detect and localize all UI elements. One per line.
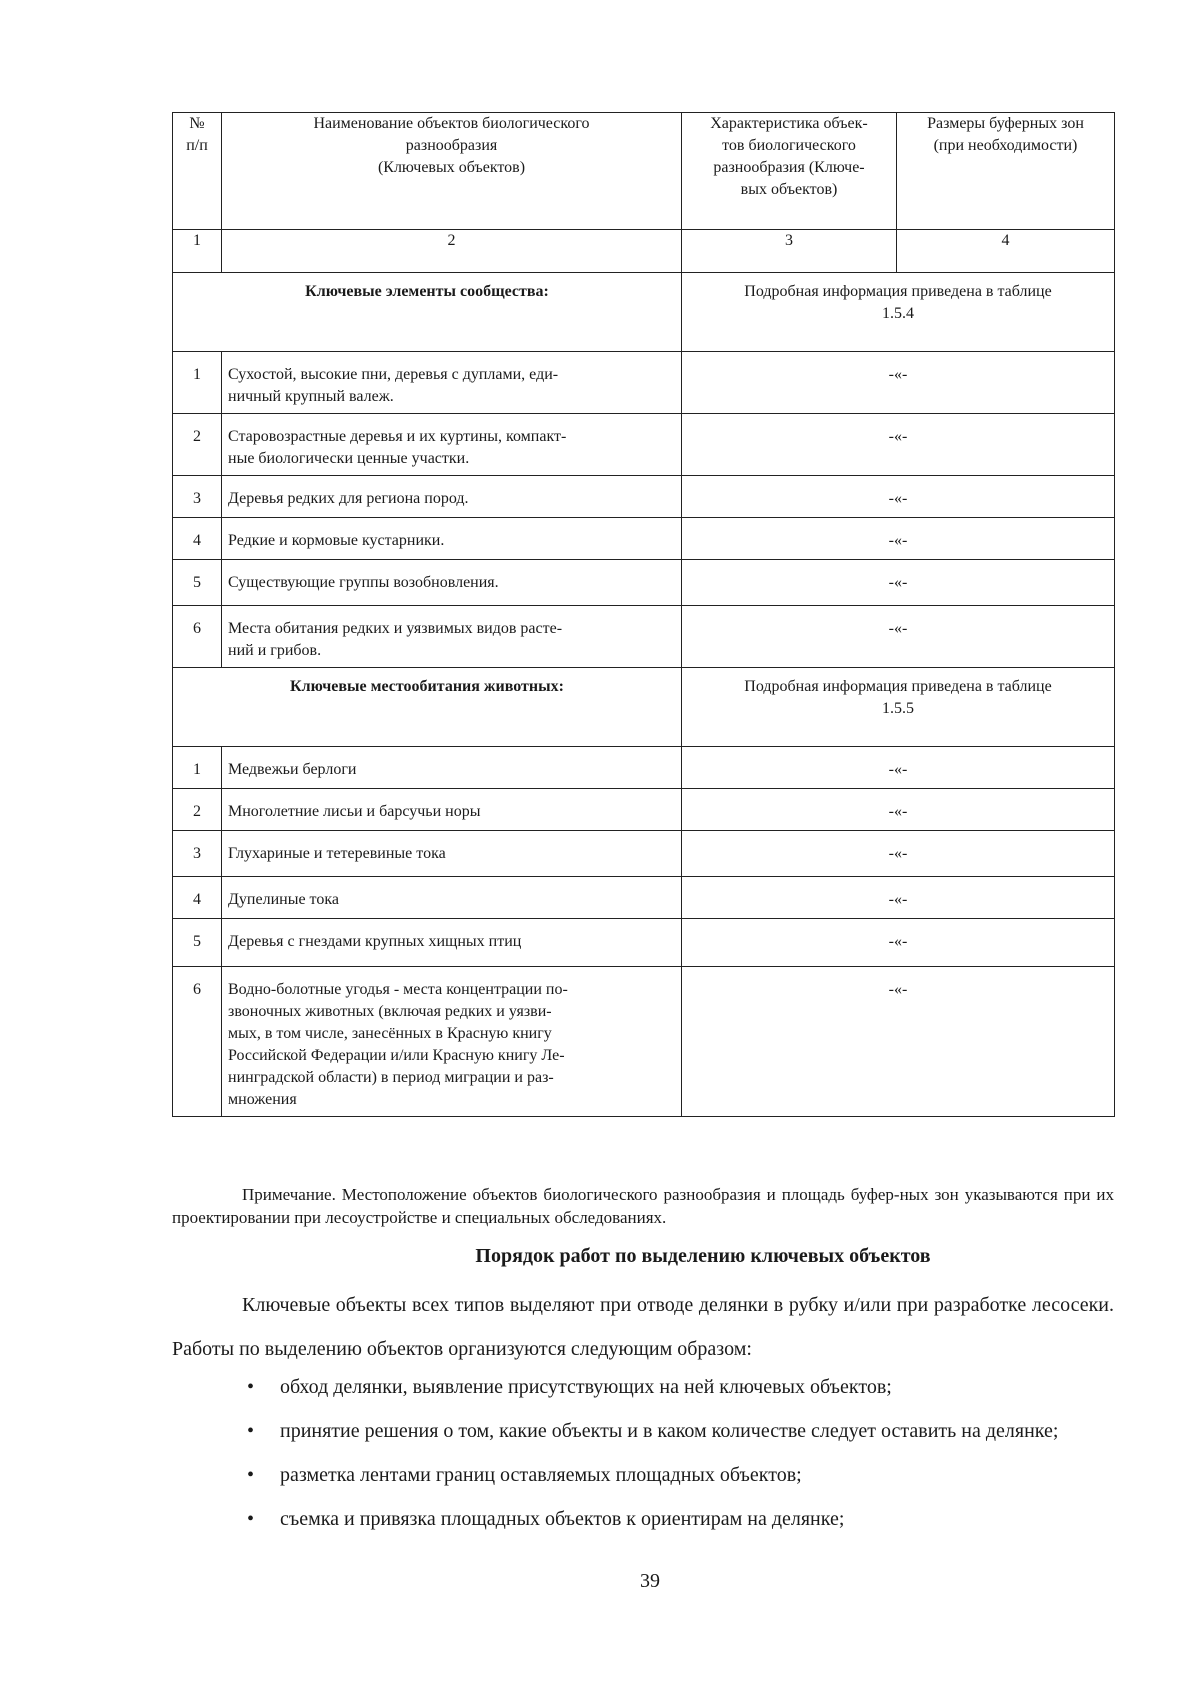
table-row [173, 919, 1115, 967]
header-number [173, 113, 222, 230]
object-name: Сухостой, высокие пни, деревья с дуплами, еди- ничный крупный валеж. [222, 352, 682, 414]
list-item [172, 1453, 1114, 1497]
object-reference: -«- [682, 352, 1115, 414]
section-info: Подробная информация приведена в таблице 1.5.4 [682, 273, 1115, 352]
object-name: Водно-болотные угодья - места концентрации по- звоночных животных (включая редких и уязви- мых, в том числе, занесённых в Красную книгу Российской Федерации и/или Красную книгу Ле- нинградской области) в период миграции и раз- множения [222, 967, 682, 1117]
table-row [173, 877, 1115, 919]
row-number: 6 [173, 967, 222, 1117]
object-reference: -«- [682, 606, 1115, 668]
object-reference: -«- [682, 747, 1115, 789]
table-row [173, 747, 1115, 789]
column-number: 1 [173, 230, 222, 273]
section-heading: Порядок работ по выделению ключевых объектов [475, 1245, 931, 1267]
object-reference: -«- [682, 414, 1115, 476]
table-row [173, 414, 1115, 476]
bullet-icon: • [247, 1376, 255, 1398]
table-row [173, 476, 1115, 518]
header-text: Размеры буферных зон (при необходимости) [927, 115, 1084, 154]
object-reference: -«- [682, 831, 1115, 877]
table-body [173, 273, 1115, 1117]
table-row [173, 789, 1115, 831]
row-number: 2 [173, 789, 222, 831]
row-number: 5 [173, 560, 222, 606]
row-number: 4 [173, 877, 222, 919]
object-name: Старовозрастные деревья и их куртины, компакт- ные биологически ценные участки. [222, 414, 682, 476]
object-reference: -«- [682, 789, 1115, 831]
object-name: Медвежьи берлоги [222, 747, 682, 789]
object-name: Редкие и кормовые кустарники. [222, 518, 682, 560]
row-number: 6 [173, 606, 222, 668]
section-info: Подробная информация приведена в таблице 1.5.5 [682, 668, 1115, 747]
table-row [173, 352, 1115, 414]
column-number: 3 [682, 230, 897, 273]
list-item [172, 1409, 1114, 1453]
column-number: 4 [897, 230, 1115, 273]
biodiversity-objects-table [172, 112, 1115, 1117]
object-name: Глухариные и тетеревиные тока [222, 831, 682, 877]
table-row [173, 831, 1115, 877]
table-note: Примечание. Местоположение объектов биологического разнообразия и площадь буфер-ных зон указываются при их проектировании при лесоустройстве и специальных обследованиях. [172, 1185, 1114, 1227]
object-reference: -«- [682, 967, 1115, 1117]
section-title: Ключевые местообитания животных: [173, 668, 682, 747]
header-text: № п/п [186, 115, 208, 154]
list-item-text: обход делянки, выявление присутствующих на ней ключевых объектов; [280, 1376, 892, 1398]
section-title: Ключевые элементы сообщества: [173, 273, 682, 352]
bullet-icon: • [247, 1464, 255, 1486]
object-reference: -«- [682, 476, 1115, 518]
column-number: 2 [222, 230, 682, 273]
header-characteristics [682, 113, 897, 230]
list-item-text: принятие решения о том, какие объекты и в каком количестве следует оставить на делянке; [280, 1420, 1059, 1442]
bullet-icon: • [247, 1508, 255, 1530]
header-text: Наименование объектов биологического разнообразия (Ключевых объектов) [313, 115, 590, 176]
intro-paragraph [172, 1283, 1114, 1371]
row-number: 3 [173, 831, 222, 877]
object-reference: -«- [682, 518, 1115, 560]
paragraph-text: Ключевые объекты всех типов выделяют при отводе делянки в рубку и/или при разработке лесосеки. Работы по выделению объектов организуются следующим образом: [172, 1294, 1114, 1360]
row-number: 1 [173, 352, 222, 414]
object-name: Многолетние лисьи и барсучьи норы [222, 789, 682, 831]
list-item [172, 1365, 1114, 1409]
header-object-name [222, 113, 682, 230]
row-number: 1 [173, 747, 222, 789]
object-name: Существующие группы возобновления. [222, 560, 682, 606]
table-header-row [173, 113, 1115, 230]
table-row [173, 606, 1115, 668]
row-number: 2 [173, 414, 222, 476]
bullet-icon: • [247, 1420, 255, 1442]
row-number: 4 [173, 518, 222, 560]
column-number-row [173, 230, 1115, 273]
object-name: Деревья редких для региона пород. [222, 476, 682, 518]
row-number: 3 [173, 476, 222, 518]
row-number: 5 [173, 919, 222, 967]
list-item-text: съемка и привязка площадных объектов к ориентирам на делянке; [280, 1508, 845, 1530]
object-reference: -«- [682, 877, 1115, 919]
object-name: Дупелиные тока [222, 877, 682, 919]
object-reference: -«- [682, 919, 1115, 967]
header-buffer-zones [897, 113, 1115, 230]
table-row [173, 967, 1115, 1117]
page-number: 39 [640, 1570, 660, 1592]
steps-list [172, 1365, 1114, 1541]
list-item [172, 1497, 1114, 1541]
section-row [173, 668, 1115, 747]
object-name: Деревья с гнездами крупных хищных птиц [222, 919, 682, 967]
object-name: Места обитания редких и уязвимых видов расте- ний и грибов. [222, 606, 682, 668]
table-row [173, 560, 1115, 606]
list-item-text: разметка лентами границ оставляемых площадных объектов; [280, 1464, 802, 1486]
section-row [173, 273, 1115, 352]
table-row [173, 518, 1115, 560]
header-text: Характеристика объек- тов биологического разнообразия (Ключе- вых объектов) [710, 115, 868, 198]
object-reference: -«- [682, 560, 1115, 606]
